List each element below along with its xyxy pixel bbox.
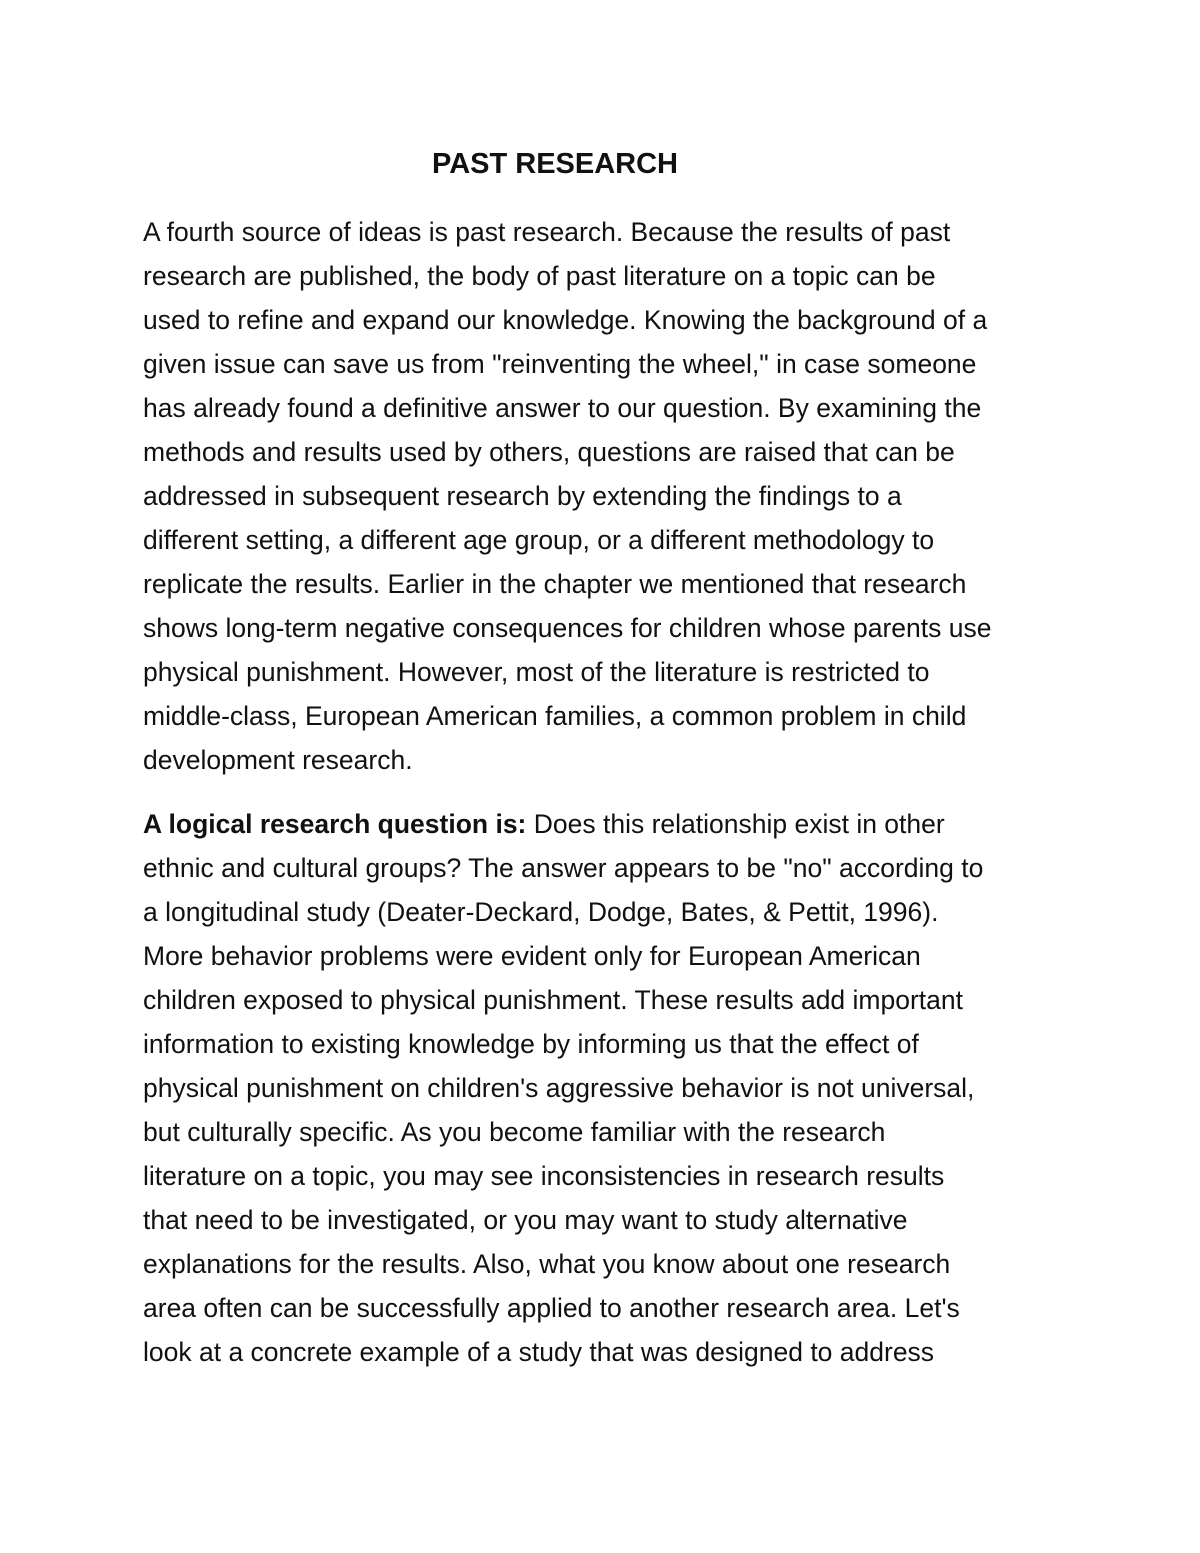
text-line: middle-class, European American families, a common problem in child bbox=[143, 701, 967, 731]
text-line: physical punishment. However, most of the literature is restricted to bbox=[143, 657, 930, 687]
text-line: used to refine and expand our knowledge. Knowing the background of a bbox=[143, 305, 988, 335]
text-line: explanations for the results. Also, what you know about one research bbox=[143, 1249, 951, 1279]
text-line: area often can be successfully applied to another research area. Let's bbox=[143, 1293, 960, 1323]
text-line: a longitudinal study (Deater-Deckard, Dodge, Bates, & Pettit, 1996). bbox=[143, 897, 939, 927]
text-line: information to existing knowledge by informing us that the effect of bbox=[143, 1029, 919, 1059]
lead-line-rest: Does this relationship exist in other bbox=[526, 809, 945, 839]
text-line: different setting, a different age group, or a different methodology to bbox=[143, 525, 935, 555]
text-line: A fourth source of ideas is past research. Because the results of past bbox=[143, 217, 951, 247]
text-line: children exposed to physical punishment. These results add important bbox=[143, 985, 963, 1015]
text-line: development research. bbox=[143, 745, 413, 775]
text-line: More behavior problems were evident only for European American bbox=[143, 941, 921, 971]
text-line: that need to be investigated, or you may want to study alternative bbox=[143, 1205, 908, 1235]
text-line: literature on a topic, you may see inconsistencies in research results bbox=[143, 1161, 945, 1191]
paragraph-research-question bbox=[143, 802, 983, 1374]
paragraph-past-research bbox=[143, 210, 991, 782]
text-line: has already found a definitive answer to our question. By examining the bbox=[143, 393, 982, 423]
text-line: methods and results used by others, questions are raised that can be bbox=[143, 437, 955, 467]
page-title: PAST RESEARCH bbox=[432, 148, 678, 180]
text-line: research are published, the body of past literature on a topic can be bbox=[143, 261, 936, 291]
text-line bbox=[143, 802, 983, 846]
text-line: ethnic and cultural groups? The answer appears to be "no" according to bbox=[143, 853, 984, 883]
bold-lead-in: A logical research question is: bbox=[143, 809, 527, 839]
text-line: replicate the results. Earlier in the chapter we mentioned that research bbox=[143, 569, 967, 599]
text-line: physical punishment on children's aggressive behavior is not universal, bbox=[143, 1073, 975, 1103]
text-line: given issue can save us from "reinventing the wheel," in case someone bbox=[143, 349, 977, 379]
text-line: but culturally specific. As you become familiar with the research bbox=[143, 1117, 886, 1147]
text-line: addressed in subsequent research by extending the findings to a bbox=[143, 481, 902, 511]
text-line: look at a concrete example of a study that was designed to address bbox=[143, 1337, 935, 1367]
text-line: shows long-term negative consequences for children whose parents use bbox=[143, 613, 992, 643]
